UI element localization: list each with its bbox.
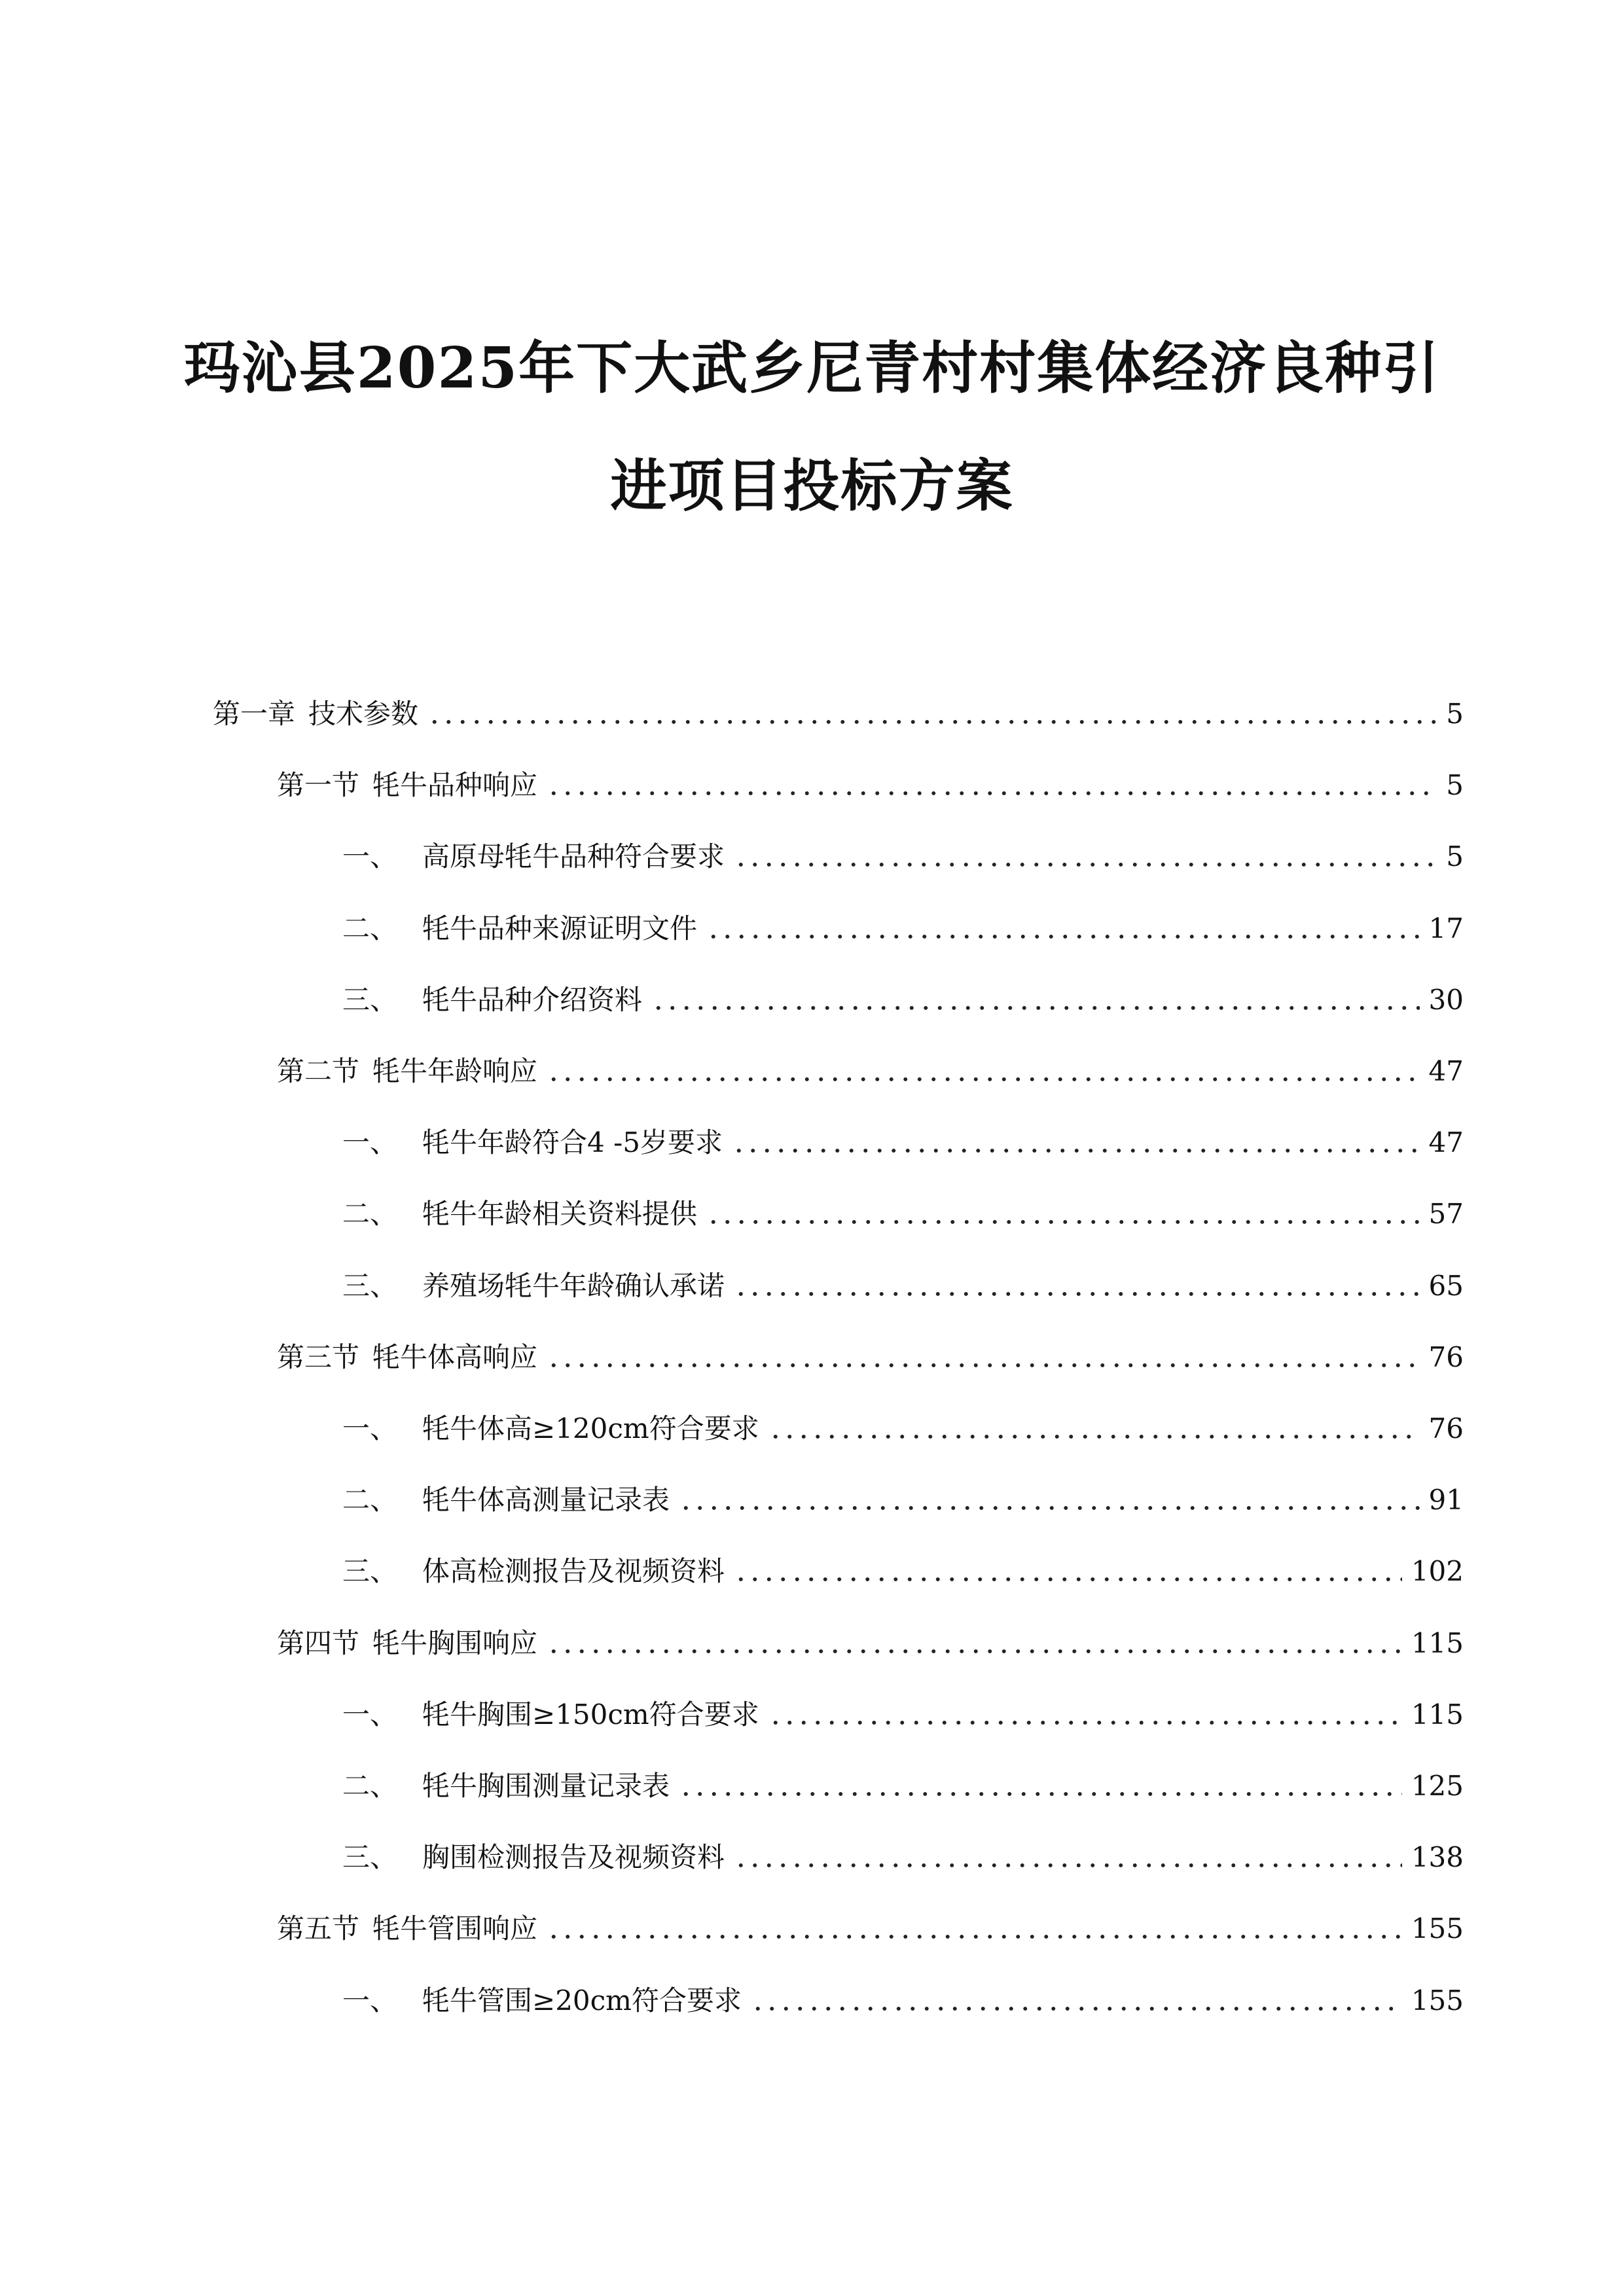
toc-entry-page-number: 76 (1428, 1341, 1464, 1373)
toc-entry-page-number: 155 (1411, 1912, 1464, 1945)
toc-entry-page-number: 5 (1446, 769, 1464, 801)
toc-entry[interactable] (342, 1979, 1464, 2021)
toc-entry[interactable] (277, 1050, 1464, 1092)
toc-entry-page-number: 30 (1428, 984, 1464, 1016)
toc-entry[interactable] (342, 1836, 1464, 1878)
toc-entry-page-number: 57 (1428, 1198, 1464, 1230)
toc-entry-page-number: 76 (1428, 1412, 1464, 1444)
toc-entry-number: 二、 (342, 1198, 398, 1230)
toc-dot-leader (547, 1363, 1420, 1367)
toc-entry-label: 牦牛胸围响应 (372, 1627, 538, 1659)
toc-dot-leader (732, 1149, 1420, 1153)
toc-entry-page-number: 17 (1428, 912, 1464, 944)
toc-entry-number: 一、 (342, 840, 398, 872)
toc-entry-number: 一、 (342, 1126, 398, 1158)
toc-entry-label: 牦牛年龄相关资料提供 (422, 1198, 698, 1230)
toc-entry-page-number: 47 (1428, 1055, 1464, 1087)
toc-entry-label: 牦牛体高响应 (372, 1341, 538, 1373)
toc-entry-number: 二、 (342, 1484, 398, 1516)
toc-entry-label: 牦牛体高≥120cm符合要求 (422, 1412, 759, 1444)
toc-dot-leader (768, 1435, 1420, 1439)
toc-dot-leader (651, 1006, 1420, 1010)
toc-entry-number: 三、 (342, 1555, 398, 1587)
toc-entry-number: 第一节 (277, 769, 360, 801)
toc-entry[interactable] (342, 1193, 1464, 1234)
toc-entry-number: 第三节 (277, 1341, 360, 1373)
toc-dot-leader (768, 1721, 1402, 1725)
toc-entry-label: 牦牛胸围≥150cm符合要求 (422, 1698, 759, 1731)
toc-entry-page-number: 91 (1428, 1484, 1464, 1516)
toc-entry-number: 一、 (342, 1984, 398, 2017)
toc-dot-leader (679, 1792, 1402, 1796)
toc-dot-leader (734, 1292, 1420, 1296)
toc-entry-number: 第四节 (277, 1627, 360, 1659)
toc-dot-leader (679, 1506, 1420, 1510)
toc-entry-label: 牦牛品种响应 (372, 769, 538, 801)
toc-entry[interactable] (342, 1407, 1464, 1449)
toc-entry[interactable] (277, 1336, 1464, 1378)
toc-entry-page-number: 155 (1411, 1984, 1464, 2017)
toc-entry-number: 二、 (342, 1770, 398, 1802)
toc-dot-leader (427, 720, 1437, 724)
toc-entry-label: 技术参数 (308, 698, 419, 730)
toc-entry[interactable] (277, 1622, 1464, 1664)
toc-entry-page-number: 115 (1411, 1698, 1464, 1731)
toc-entry-number: 三、 (342, 1270, 398, 1302)
toc-entry[interactable] (342, 1121, 1464, 1163)
toc-entry-page-number: 125 (1411, 1770, 1464, 1802)
toc-entry-label: 牦牛管围≥20cm符合要求 (422, 1984, 742, 2017)
toc-entry-number: 第五节 (277, 1912, 360, 1945)
toc-entry-number: 第二节 (277, 1055, 360, 1087)
toc-entry[interactable] (277, 764, 1464, 806)
toc-entry-label: 牦牛年龄符合4 -5岁要求 (422, 1126, 723, 1158)
toc-entry[interactable] (342, 1265, 1464, 1306)
toc-entry-label: 胸围检测报告及视频资料 (422, 1841, 725, 1873)
toc-dot-leader (547, 1649, 1402, 1653)
toc-entry-page-number: 5 (1446, 698, 1464, 730)
document-title-line-1: 玛沁县2025年下大武乡尼青村村集体经济良种引 (183, 335, 1441, 401)
toc-entry-label: 牦牛年龄响应 (372, 1055, 538, 1087)
toc-entry-label: 体高检测报告及视频资料 (422, 1555, 725, 1587)
toc-entry-label: 牦牛胸围测量记录表 (422, 1770, 670, 1802)
toc-dot-leader (751, 2007, 1402, 2011)
toc-entry-label: 牦牛体高测量记录表 (422, 1484, 670, 1516)
toc-entry-label: 牦牛品种介绍资料 (422, 984, 643, 1016)
toc-entry[interactable] (342, 1693, 1464, 1735)
toc-entry[interactable] (213, 692, 1464, 734)
toc-entry[interactable] (342, 1765, 1464, 1806)
toc-entry[interactable] (277, 1907, 1464, 1949)
document-title-line-2: 进项目投标方案 (610, 453, 1014, 519)
toc-dot-leader (547, 1077, 1420, 1081)
toc-dot-leader (734, 1577, 1402, 1581)
toc-dot-leader (706, 935, 1420, 939)
toc-entry-page-number: 5 (1446, 840, 1464, 872)
toc-entry-number: 一、 (342, 1412, 398, 1444)
toc-entry-number: 一、 (342, 1698, 398, 1731)
toc-entry-label: 养殖场牦牛年龄确认承诺 (422, 1270, 725, 1302)
toc-entry[interactable] (342, 1479, 1464, 1520)
toc-dot-leader (706, 1220, 1420, 1224)
toc-dot-leader (547, 1935, 1402, 1939)
toc-entry-page-number: 115 (1411, 1627, 1464, 1659)
toc-entry-label: 高原母牦牛品种符合要求 (422, 840, 725, 872)
toc-entry-page-number: 102 (1411, 1555, 1464, 1587)
toc-entry[interactable] (342, 978, 1464, 1020)
toc-entry-number: 三、 (342, 1841, 398, 1873)
toc-entry-number: 二、 (342, 912, 398, 944)
toc-dot-leader (547, 791, 1437, 795)
toc-dot-leader (734, 1863, 1402, 1867)
toc-entry[interactable] (342, 835, 1464, 877)
toc-entry-page-number: 138 (1411, 1841, 1464, 1873)
toc-entry[interactable] (342, 907, 1464, 949)
toc-entry[interactable] (342, 1550, 1464, 1592)
toc-dot-leader (734, 863, 1437, 867)
toc-entry-label: 牦牛管围响应 (372, 1912, 538, 1945)
toc-entry-label: 牦牛品种来源证明文件 (422, 912, 698, 944)
toc-entry-number: 第一章 (213, 698, 296, 730)
toc-entry-number: 三、 (342, 984, 398, 1016)
toc-entry-page-number: 47 (1428, 1126, 1464, 1158)
toc-entry-page-number: 65 (1428, 1270, 1464, 1302)
